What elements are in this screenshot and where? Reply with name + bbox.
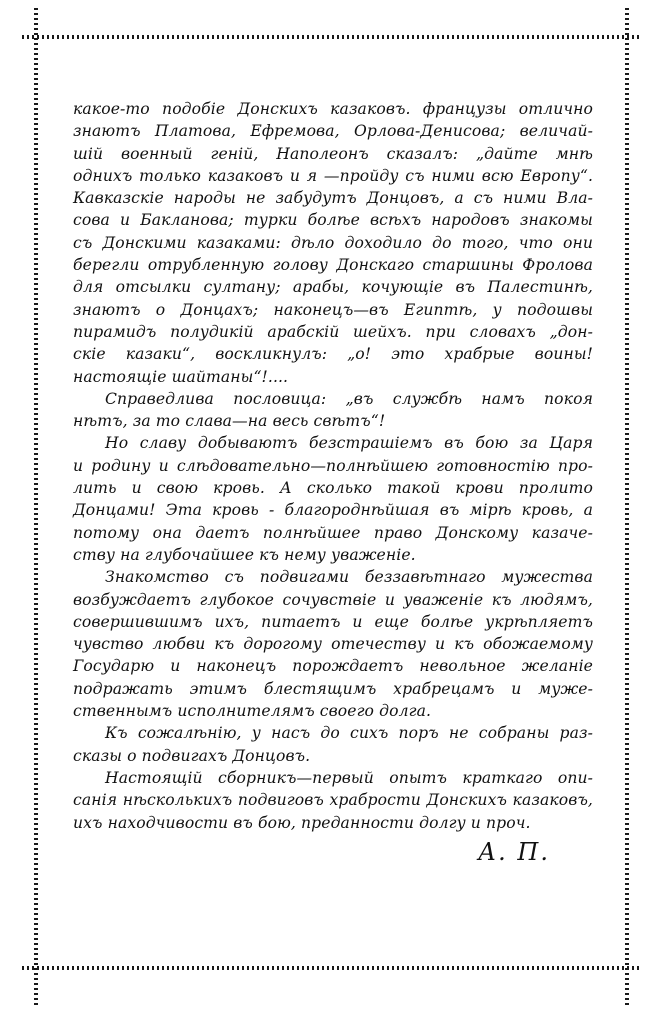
text-line: совершившимъ ихъ, питаетъ и еще болѣе укрѣпляетъ [73, 612, 593, 631]
text-line: для отсылки султану; арабы, кочующіе въ Палестинѣ, [73, 278, 593, 297]
text-line: сова и Бакланова; турки болѣе всѣхъ народовъ знакомы [73, 211, 593, 230]
text-line: знаютъ Платова, Ефремова, Орлова-Денисова; величай- [73, 122, 593, 141]
text-line: Кавказскіе народы не забудутъ Донцовъ, а съ ними Вла- [73, 189, 593, 208]
ornamental-frame-top [22, 35, 642, 39]
text-line: какое-то подобіе Донскихъ казаковъ. французы отлично [73, 100, 593, 118]
text-line: шій военный геній, Наполеонъ сказалъ: „дайте мнѣ [73, 144, 593, 163]
text-line: лить и свою кровь. А сколько такой крови пролито [73, 479, 593, 498]
text-line: и родину и слѣдовательно—полнѣйшею готовностію про- [73, 456, 593, 475]
ornamental-frame-left [34, 8, 38, 1008]
text-line: берегли отрубленную голову Донскаго старшины Фролова [73, 256, 593, 275]
text-line: однихъ только казаковъ и я —пройду съ ними всю Европу“. [73, 166, 593, 185]
text-line: ихъ находчивости въ бою, преданности долгу и проч. [73, 813, 531, 832]
text-line: настоящіе шайтаны“!.... [73, 367, 289, 386]
text-line: санія нѣсколькихъ подвиговъ храбрости Донскихъ казаковъ, [73, 791, 593, 810]
text-line: Государю и наконецъ порождаетъ невольное желаніе [73, 657, 593, 676]
text-line: ственнымъ исполнителямъ своего долга. [73, 702, 432, 721]
paragraph [73, 432, 593, 566]
text-line: ству на глубочайшее къ нему уваженіе. [73, 545, 416, 564]
paragraph [73, 566, 593, 722]
ornamental-frame-right [625, 8, 629, 1008]
body-text [73, 98, 593, 834]
paragraph [73, 388, 593, 433]
text-line: Къ сожалѣнію, у насъ до сихъ поръ не собраны раз- [105, 724, 593, 743]
text-line: потому она даетъ полнѣйшее право Донскому казаче- [73, 523, 593, 542]
text-line: Донцами! Эта кровь - благороднѣйшая въ мірѣ кровь, а [73, 501, 593, 520]
paragraph [73, 767, 593, 834]
text-line: подражать этимъ блестящимъ храбрецамъ и муже- [73, 679, 593, 698]
signature-initials: А. П. [478, 838, 550, 866]
text-line: съ Донскими казаками: дѣло доходило до того, что они [73, 233, 593, 252]
text-line: чувство любви къ дорогому отечеству и къ обожаемому [73, 635, 593, 654]
text-line: знаютъ о Донцахъ; наконецъ—въ Египтѣ, у подошвы [73, 300, 593, 319]
text-line: возбуждаетъ глубокое сочувствіе и уваженіе къ людямъ, [73, 590, 593, 609]
text-line: Знакомство съ подвигами беззавѣтнаго мужества [105, 568, 593, 587]
text-line: пирамидъ полудикій арабскій шейхъ. при словахъ „дон- [73, 322, 593, 341]
text-line: Справедлива пословица: „въ службѣ намъ покоя [105, 389, 593, 408]
paragraph [73, 98, 593, 388]
paragraph [73, 722, 593, 767]
text-line: нѣтъ, за то слава—на весь свѣтъ“! [73, 412, 386, 431]
text-line: скіе казаки“, воскликнулъ: „о! это храбрые воины! [73, 345, 593, 364]
text-line: Но славу добываютъ безстрашіемъ въ бою за Царя [105, 434, 593, 453]
ornamental-frame-bottom [22, 966, 642, 970]
text-line: сказы о подвигахъ Донцовъ. [73, 746, 311, 765]
text-line: Настоящій сборникъ—первый опытъ краткаго опи- [105, 768, 593, 787]
